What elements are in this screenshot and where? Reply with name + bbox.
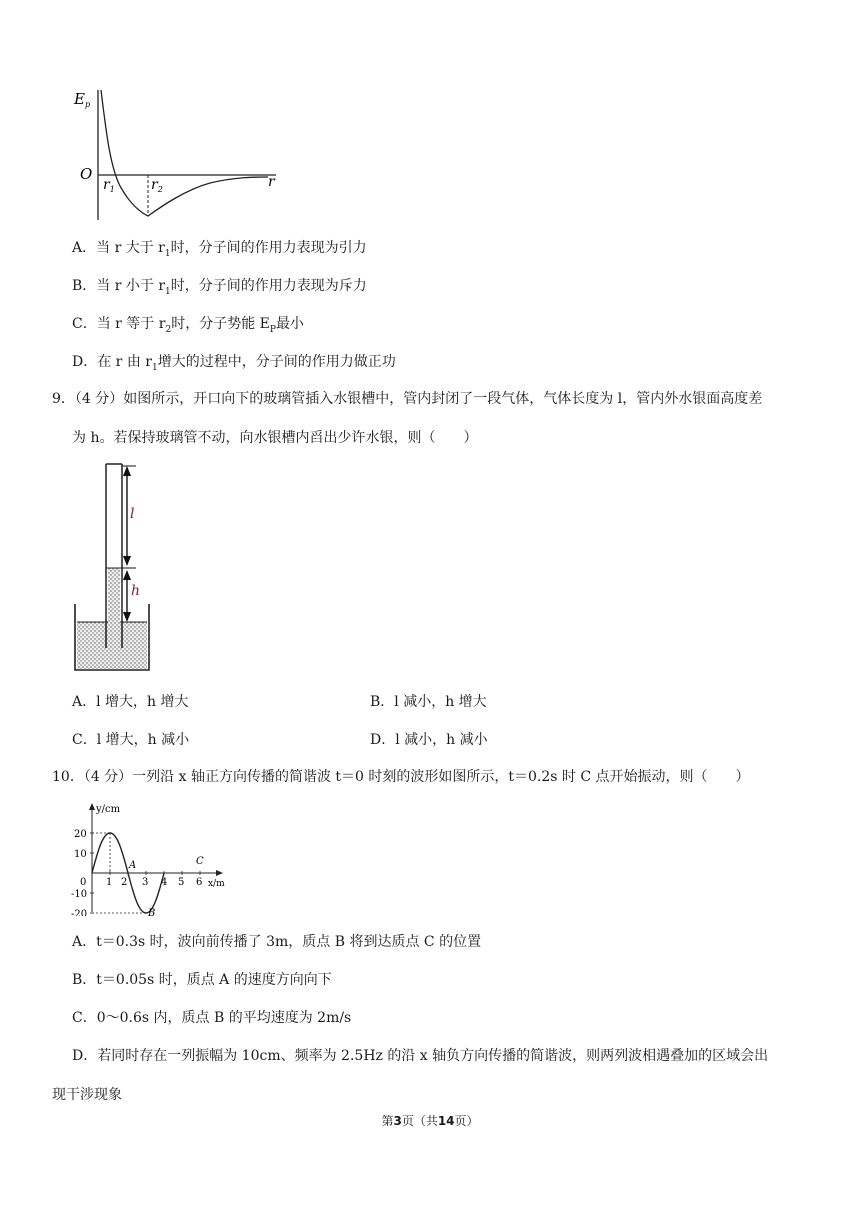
r-axis-label: r	[268, 174, 275, 190]
q10-option-d: D．若同时存在一列振幅为 10cm、频率为 2.5Hz 的沿 x 轴负方向传播的简谐波，则两列波相遇叠加的区域会出	[72, 1048, 769, 1064]
point-b-label: B	[148, 908, 156, 916]
mercury-tube-figure	[70, 462, 160, 674]
q8-option-a: A．当 r 大于 $r_1$时，分子间的作用力表现为引力	[72, 240, 367, 259]
q9-option-c: C．l 增大，h 减小	[72, 732, 190, 748]
point-c-label: C	[196, 856, 204, 867]
y-tick-10: 10	[74, 849, 87, 860]
wave-figure	[70, 800, 240, 916]
l-label: l	[130, 506, 135, 522]
ep-label: $E_p$	[74, 90, 91, 109]
x-tick-4: 4	[161, 877, 168, 888]
q8-option-b: B．当 r 小于 $r_1$时，分子间的作用力表现为斥力	[72, 278, 367, 297]
q10-option-c: C．0～0.6s 内，质点 B 的平均速度为 2m/s	[72, 1010, 352, 1026]
y-tick-neg20: -20	[71, 909, 88, 916]
x-tick-5: 5	[178, 877, 185, 888]
x-tick-3: 3	[142, 877, 149, 888]
y-axis-label: y/cm	[96, 804, 121, 815]
q9-option-b: B．l 减小，h 增大	[370, 694, 487, 710]
q8-option-d: D．在 r 由 $r_1$增大的过程中，分子间的作用力做正功	[72, 354, 396, 373]
y-tick-neg10: -10	[71, 889, 88, 900]
x-tick-6: 6	[196, 877, 203, 888]
point-a-label: A	[129, 860, 137, 871]
q9-option-a: A．l 增大，h 增大	[72, 694, 189, 710]
r1-label: $r_1$	[103, 177, 115, 194]
x-tick-1: 1	[106, 877, 113, 888]
r2-label: $r_2$	[151, 177, 163, 194]
q10-option-b: B．t＝0.05s 时，质点 A 的速度方向向下	[72, 972, 332, 988]
potential-energy-figure	[70, 86, 290, 226]
q10-option-a: A．t＝0.3s 时，波向前传播了 3m，质点 B 将到达质点 C 的位置	[72, 934, 482, 950]
q9-option-d: D．l 减小，h 减小	[370, 732, 488, 748]
page-footer: 第3页（共14页）	[381, 1114, 479, 1128]
q9-stem-line2: 为 h。若保持玻璃管不动，向水银槽内舀出少许水银，则（ ）	[72, 430, 478, 446]
h-label: h	[131, 583, 141, 599]
q10-option-d-continued: 现干涉现象	[52, 1087, 122, 1103]
y-tick-0: 0	[80, 877, 87, 888]
origin-label: O	[80, 165, 93, 183]
y-tick-20: 20	[74, 829, 87, 840]
q9-stem-line1: 9．（4 分）如图所示，开口向下的玻璃管插入水银槽中，管内封闭了一段气体，气体长度为 l，管内外水银面高度差	[52, 391, 763, 407]
ep-curve	[101, 90, 268, 216]
q8-option-c: C．当 r 等于 $r_2$时，分子势能 $E_P$最小	[72, 316, 304, 335]
x-tick-2: 2	[121, 877, 128, 888]
q10-stem: 10．（4 分）一列沿 x 轴正方向传播的简谐波 t＝0 时刻的波形如图所示，t＝0.2s 时 C 点开始振动，则（ ）	[52, 769, 750, 785]
x-axis-label: x/m	[208, 879, 225, 889]
